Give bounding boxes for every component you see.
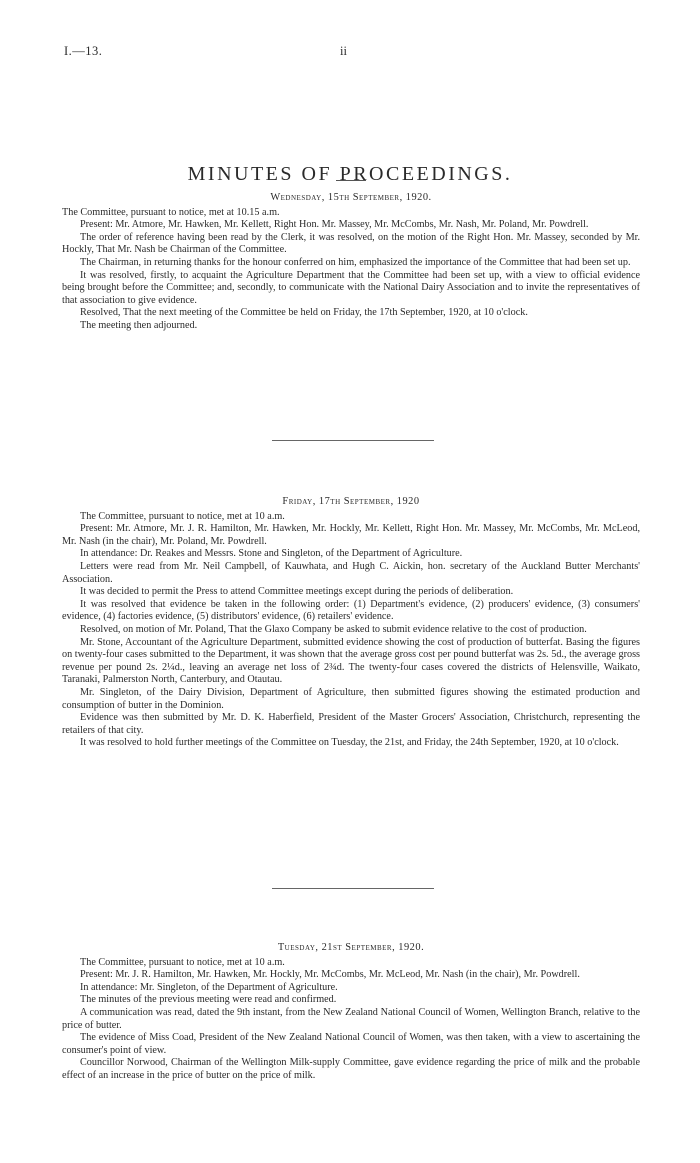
paragraph: Councillor Norwood, Chairman of the Wellington Milk-supply Committee, gave evidence regarding the price of milk and the probable effect of an increase in the price of butter on the price of milk. [62,1057,640,1081]
section-date: Wednesday, 15th September, 1920. [270,192,432,203]
document-title: MINUTES OF PROCEEDINGS. [187,163,513,186]
minutes-section-21-september [62,942,640,1083]
paragraph: Resolved, That the next meeting of the Committee be held on Friday, the 17th September, 1920, at 10 o'clock. [80,307,528,319]
minutes-section-15-september [62,192,640,333]
paragraph: Present: Mr. Atmore, Mr. Hawken, Mr. Kellett, Right Hon. Mr. Massey, Mr. McCombs, Mr. Nash, Mr. Poland, Mr. Powdrell. [80,219,589,231]
paragraph: It was resolved that evidence be taken in the following order: (1) Department's evidence, (2) producers' evidence, (3) consumers' evidence, (4) factories evidence, (5) distributors' evidence, (6) retailers' evidence. [62,598,640,623]
paragraph: The Committee, pursuant to notice, met at 10.15 a.m. [62,206,280,218]
paragraph: Mr. Singleton, of the Dairy Division, Department of Agriculture, then submitted figures showing the estimated production and consumption of butter in the Dominion. [62,686,640,711]
paragraph: It was decided to permit the Press to attend Committee meetings except during the periods of deliberation. [80,586,514,598]
paragraph: The meeting then adjourned. [80,319,198,331]
paragraph: Evidence was then submitted by Mr. D. K. Haberfield, President of the Master Grocers' Association, Christchurch, representing the retailers of that city. [62,712,640,736]
paragraph: The evidence of Miss Coad, President of the New Zealand National Council of Women, was then taken, with a view to ascertaining the consumer's point of view. [62,1032,640,1056]
section-divider [272,888,434,889]
title-underline [336,180,366,181]
paragraph: The Committee, pursuant to notice, met at 10 a.m. [80,956,285,968]
paragraph: Mr. Stone, Accountant of the Agriculture Department, submitted evidence showing the cost of production of butterfat. Basing the figures on twenty-four cases submitted to the Department, it was shown that the average gross cost per pound butterfat was 2s. 5d., the average gross revenue per pound 2s. 2¼d., leaving an average net loss of 2¾d. The twenty-four cases covered the districts of Helensville, Waikato, Taranaki, Palmerston North, Canterbury, and Otautau. [62,636,640,686]
paragraph: Resolved, on motion of Mr. Poland, That the Glaxo Company be asked to submit evidence relative to the cost of production. [80,623,587,635]
section-divider [272,440,434,441]
section-date: Friday, 17th September, 1920 [282,496,420,507]
paragraph: The order of reference having been read by the Clerk, it was resolved, on the motion of the Right Hon. Mr. Massey, seconded by Mr. Hockly, That Mr. Nash be Chairman of the Committee. [62,231,640,256]
paragraph: It was resolved, firstly, to acquaint the Agriculture Department that the Committee had been set up, with a view to official evidence being brought before the Committee; and, secondly, to communicate with the National Dairy Association and to invite the representatives of that association to give evidence. [62,269,640,306]
paragraph: In attendance: Mr. Singleton, of the Department of Agriculture. [80,981,338,993]
paragraph: It was resolved to hold further meetings of the Committee on Tuesday, the 21st, and Friday, the 24th September, 1920, at 10 o'clock. [80,737,619,749]
paragraph: Present: Mr. Atmore, Mr. J. R. Hamilton, Mr. Hawken, Mr. Hockly, Mr. Kellett, Right Hon. Mr. Massey, Mr. McCombs, Mr. McLeod, Mr. Nash (in the chair), Mr. Poland, Mr. Powdrell. [62,523,640,547]
paragraph: Present: Mr. J. R. Hamilton, Mr. Hawken, Mr. Hockly, Mr. McCombs, Mr. McLeod, Mr. Nash (in the chair), Mr. Powdrell. [80,969,580,981]
paragraph: A communication was read, dated the 9th instant, from the New Zealand National Council of Women, Wellington Branch, relative to the price of butter. [62,1006,640,1031]
paragraph: The Committee, pursuant to notice, met at 10 a.m. [80,510,285,522]
page-reference: I.—13. [64,44,103,58]
page-header [0,0,700,60]
paragraph: The minutes of the previous meeting were read and confirmed. [80,994,337,1006]
paragraph: Letters were read from Mr. Neil Campbell, of Kauwhata, and Hugh C. Aickin, hon. secretary of the Auckland Butter Merchants' Association. [62,560,640,585]
paragraph: In attendance: Dr. Reakes and Messrs. Stone and Singleton, of the Department of Agriculture. [80,548,463,560]
paragraph: The Chairman, in returning thanks for the honour conferred on him, emphasized the importance of the Committee that had been set up. [80,256,631,268]
page-number: ii [340,44,347,58]
section-date: Tuesday, 21st September, 1920. [277,942,425,953]
minutes-section-17-september [62,496,640,750]
